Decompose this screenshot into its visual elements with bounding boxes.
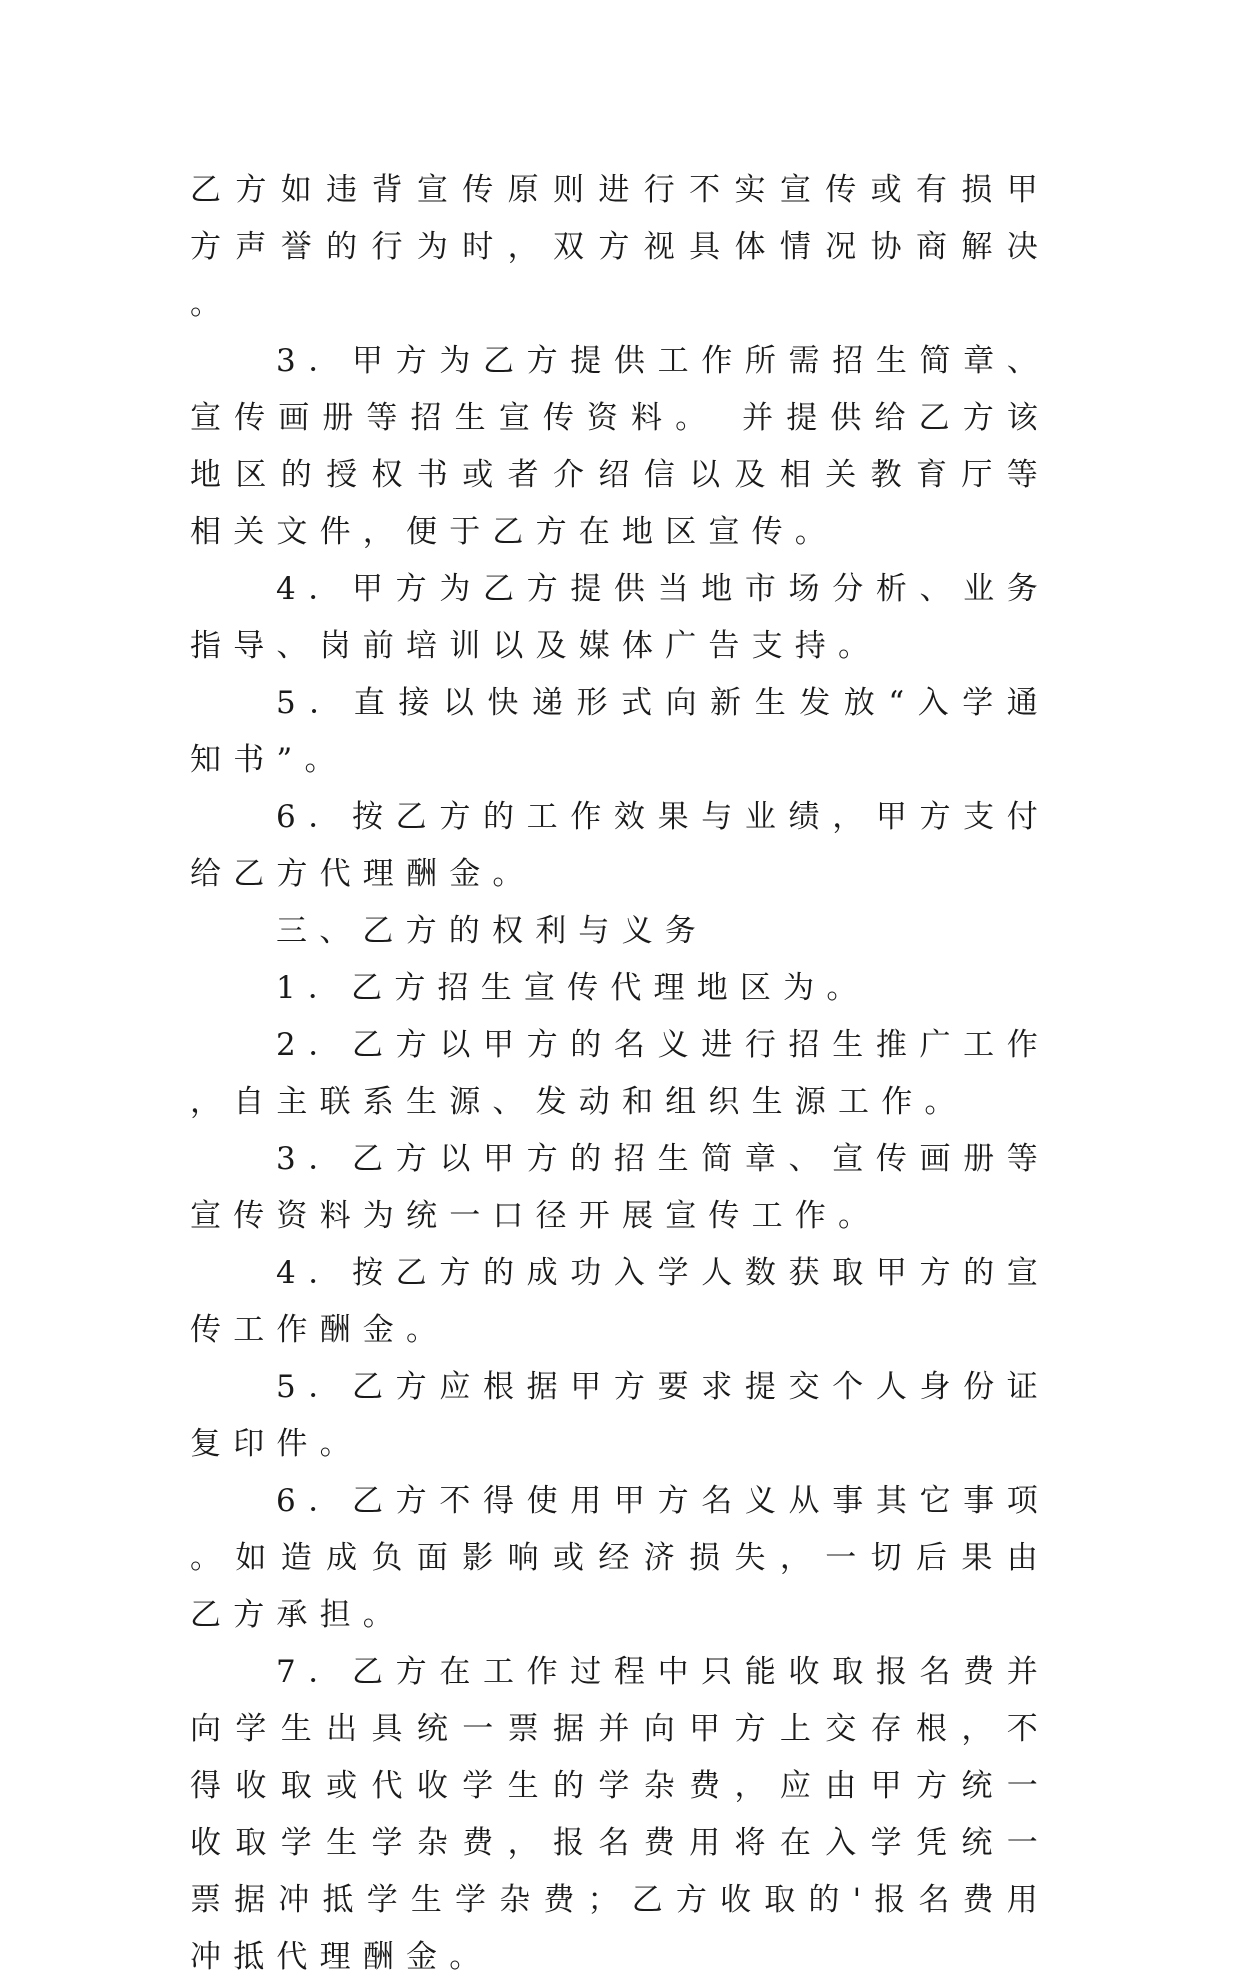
paragraph-item-4: 4．甲方为乙方提供当地市场分析、业务指导、岗前培训以及媒体广告支持。 [190, 571, 1050, 664]
document-body [190, 162, 1050, 1986]
paragraph-b-item-3: 3．乙方以甲方的招生简章、宣传画册等宣传资料为统一口径开展宣传工作。 [190, 1141, 1050, 1234]
paragraph-continuation: 乙方如违背宣传原则进行不实宣传或有损甲方声誉的行为时，双方视具体情况协商解决。 [190, 172, 1050, 322]
paragraph-b-item-2: 2．乙方以甲方的名义进行招生推广工作，自主联系生源、发动和组织生源工作。 [190, 1027, 1050, 1120]
paragraph-b-item-6: 6．乙方不得使用甲方名义从事其它事项。如造成负面影响或经济损失，一切后果由乙方承担。 [190, 1483, 1050, 1633]
paragraph-item-5: 5．直接以快递形式向新生发放“入学通知书”。 [190, 685, 1050, 778]
paragraph-b-item-7: 7．乙方在工作过程中只能收取报名费并向学生出具统一票据并向甲方上交存根，不得收取或代收学生的学杂费，应由甲方统一收取学生学杂费，报名费用将在入学凭统一票据冲抵学生学杂费；乙方收取的'报名费用冲抵代理酬金。 [190, 1654, 1050, 1975]
section-heading-party-b-rights: 三、乙方的权利与义务 [276, 913, 708, 949]
paragraph-b-item-4: 4．按乙方的成功入学人数获取甲方的宣传工作酬金。 [190, 1255, 1050, 1348]
paragraph-item-6: 6．按乙方的工作效果与业绩，甲方支付给乙方代理酬金。 [190, 799, 1050, 892]
paragraph-item-3: 3．甲方为乙方提供工作所需招生简章、宣传画册等招生宣传资料。 并提供给乙方该地区的授权书或者介绍信以及相关教育厅等相关文件，便于乙方在地区宣传。 [190, 343, 1050, 550]
paragraph-b-item-1: 1．乙方招生宣传代理地区为。 [276, 970, 870, 1006]
paragraph-b-item-5: 5．乙方应根据甲方要求提交个人身份证复印件。 [190, 1369, 1050, 1462]
